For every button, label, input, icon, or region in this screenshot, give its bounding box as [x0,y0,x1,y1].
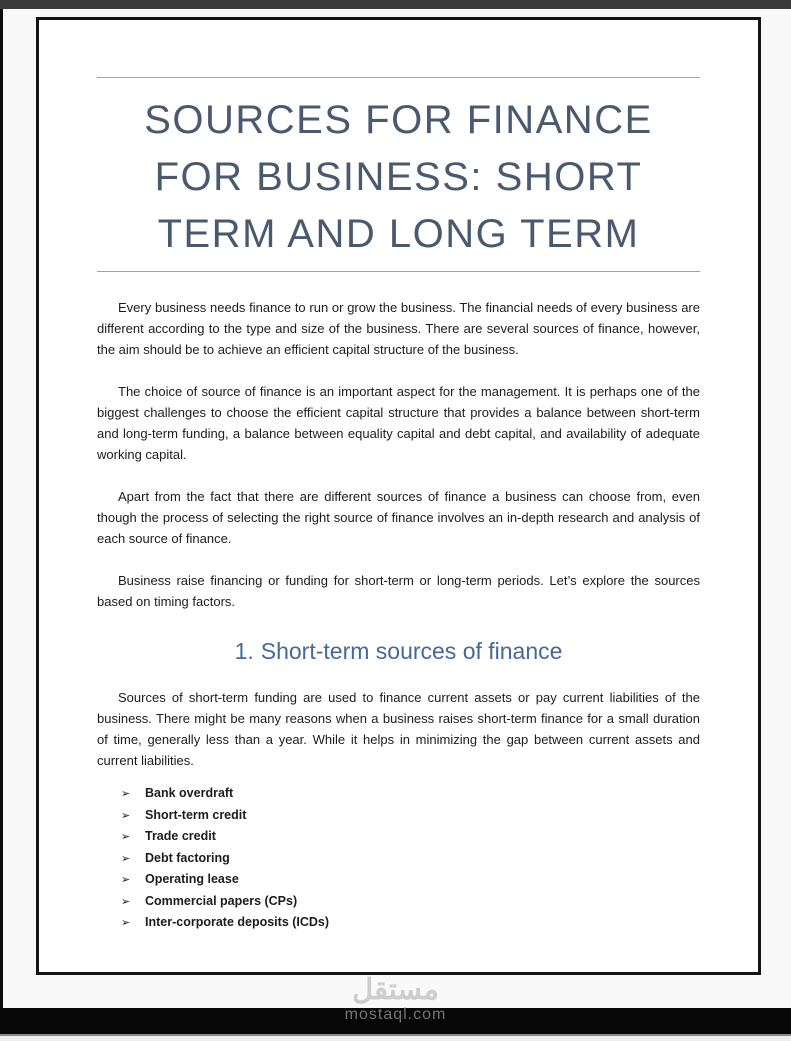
document-content [97,77,700,934]
list-item-label: Short-term credit [145,807,247,822]
list-item [121,912,700,934]
title-rule-top [97,77,700,78]
arrow-bullet-icon: ➢ [121,874,131,886]
list-item-label: Bank overdraft [145,786,234,800]
list-item-label: Commercial papers (CPs) [145,893,298,908]
list-item [121,783,700,805]
top-dark-bar [0,0,791,9]
arrow-bullet-icon: ➢ [121,831,131,843]
list-item-label: Operating lease [145,872,239,886]
list-item [121,805,700,827]
paragraph-intro-2: The choice of source of finance is an important aspect for the management. It is perhaps one of the biggest challenges to choose the efficient capital structure that provides a balance between short-term and long-term funding, a balance between equality capital and debt capital, and availability of adequate working capital. [97,384,700,462]
paragraph-intro-4: Business raise financing or funding for short-term or long-term periods. Let’s explore the sources based on timing factors. [97,573,700,609]
short-term-sources-list [97,783,700,934]
arrow-bullet-icon: ➢ [121,895,131,908]
list-item [121,848,700,870]
list-item [121,891,700,913]
list-item [121,869,700,891]
paragraph-section-intro: Sources of short-term funding are used to finance current assets or pay current liabilities of the business. There might be many reasons when a business raises short-term finance for a small duration of time, generally less than a year. While it helps in minimizing the gap between current assets and current liabilities. [97,690,700,768]
list-item-label: Inter-corporate deposits (ICDs) [145,915,330,929]
arrow-bullet-icon: ➢ [121,917,131,929]
mostaql-site-watermark: mostaql.com [344,1006,447,1023]
paragraph-intro-3: Apart from the fact that there are different sources of finance a business can choose from, even though the process of selecting the right source of finance involves an in-depth research and analysis of each source of finance. [97,489,700,546]
section-number: 1. [234,638,254,664]
document-title: SOURCES FOR FINANCE FOR BUSINESS: SHORT TERM AND LONG TERM [144,98,653,256]
bottom-edge-strip [0,1034,791,1041]
document-page [36,17,761,975]
list-item [121,826,700,848]
mostaql-arabic-watermark: مستقل [352,974,439,1006]
section-heading-short-term [97,636,700,666]
arrow-bullet-icon: ➢ [121,852,131,865]
arrow-bullet-icon: ➢ [121,788,131,800]
list-item-label: Trade credit [145,829,216,843]
arrow-bullet-icon: ➢ [121,809,131,822]
left-edge-strip [0,9,3,1035]
title-rule-bottom [97,271,700,272]
section-heading-label: Short-term sources of finance [260,638,563,664]
list-item-label: Debt factoring [145,850,230,865]
paragraph-intro-1: Every business needs finance to run or grow the business. The financial needs of every business are different according to the type and size of the business. There are several sources of finance, however, the aim should be to achieve an efficient capital structure of the business. [97,300,700,357]
